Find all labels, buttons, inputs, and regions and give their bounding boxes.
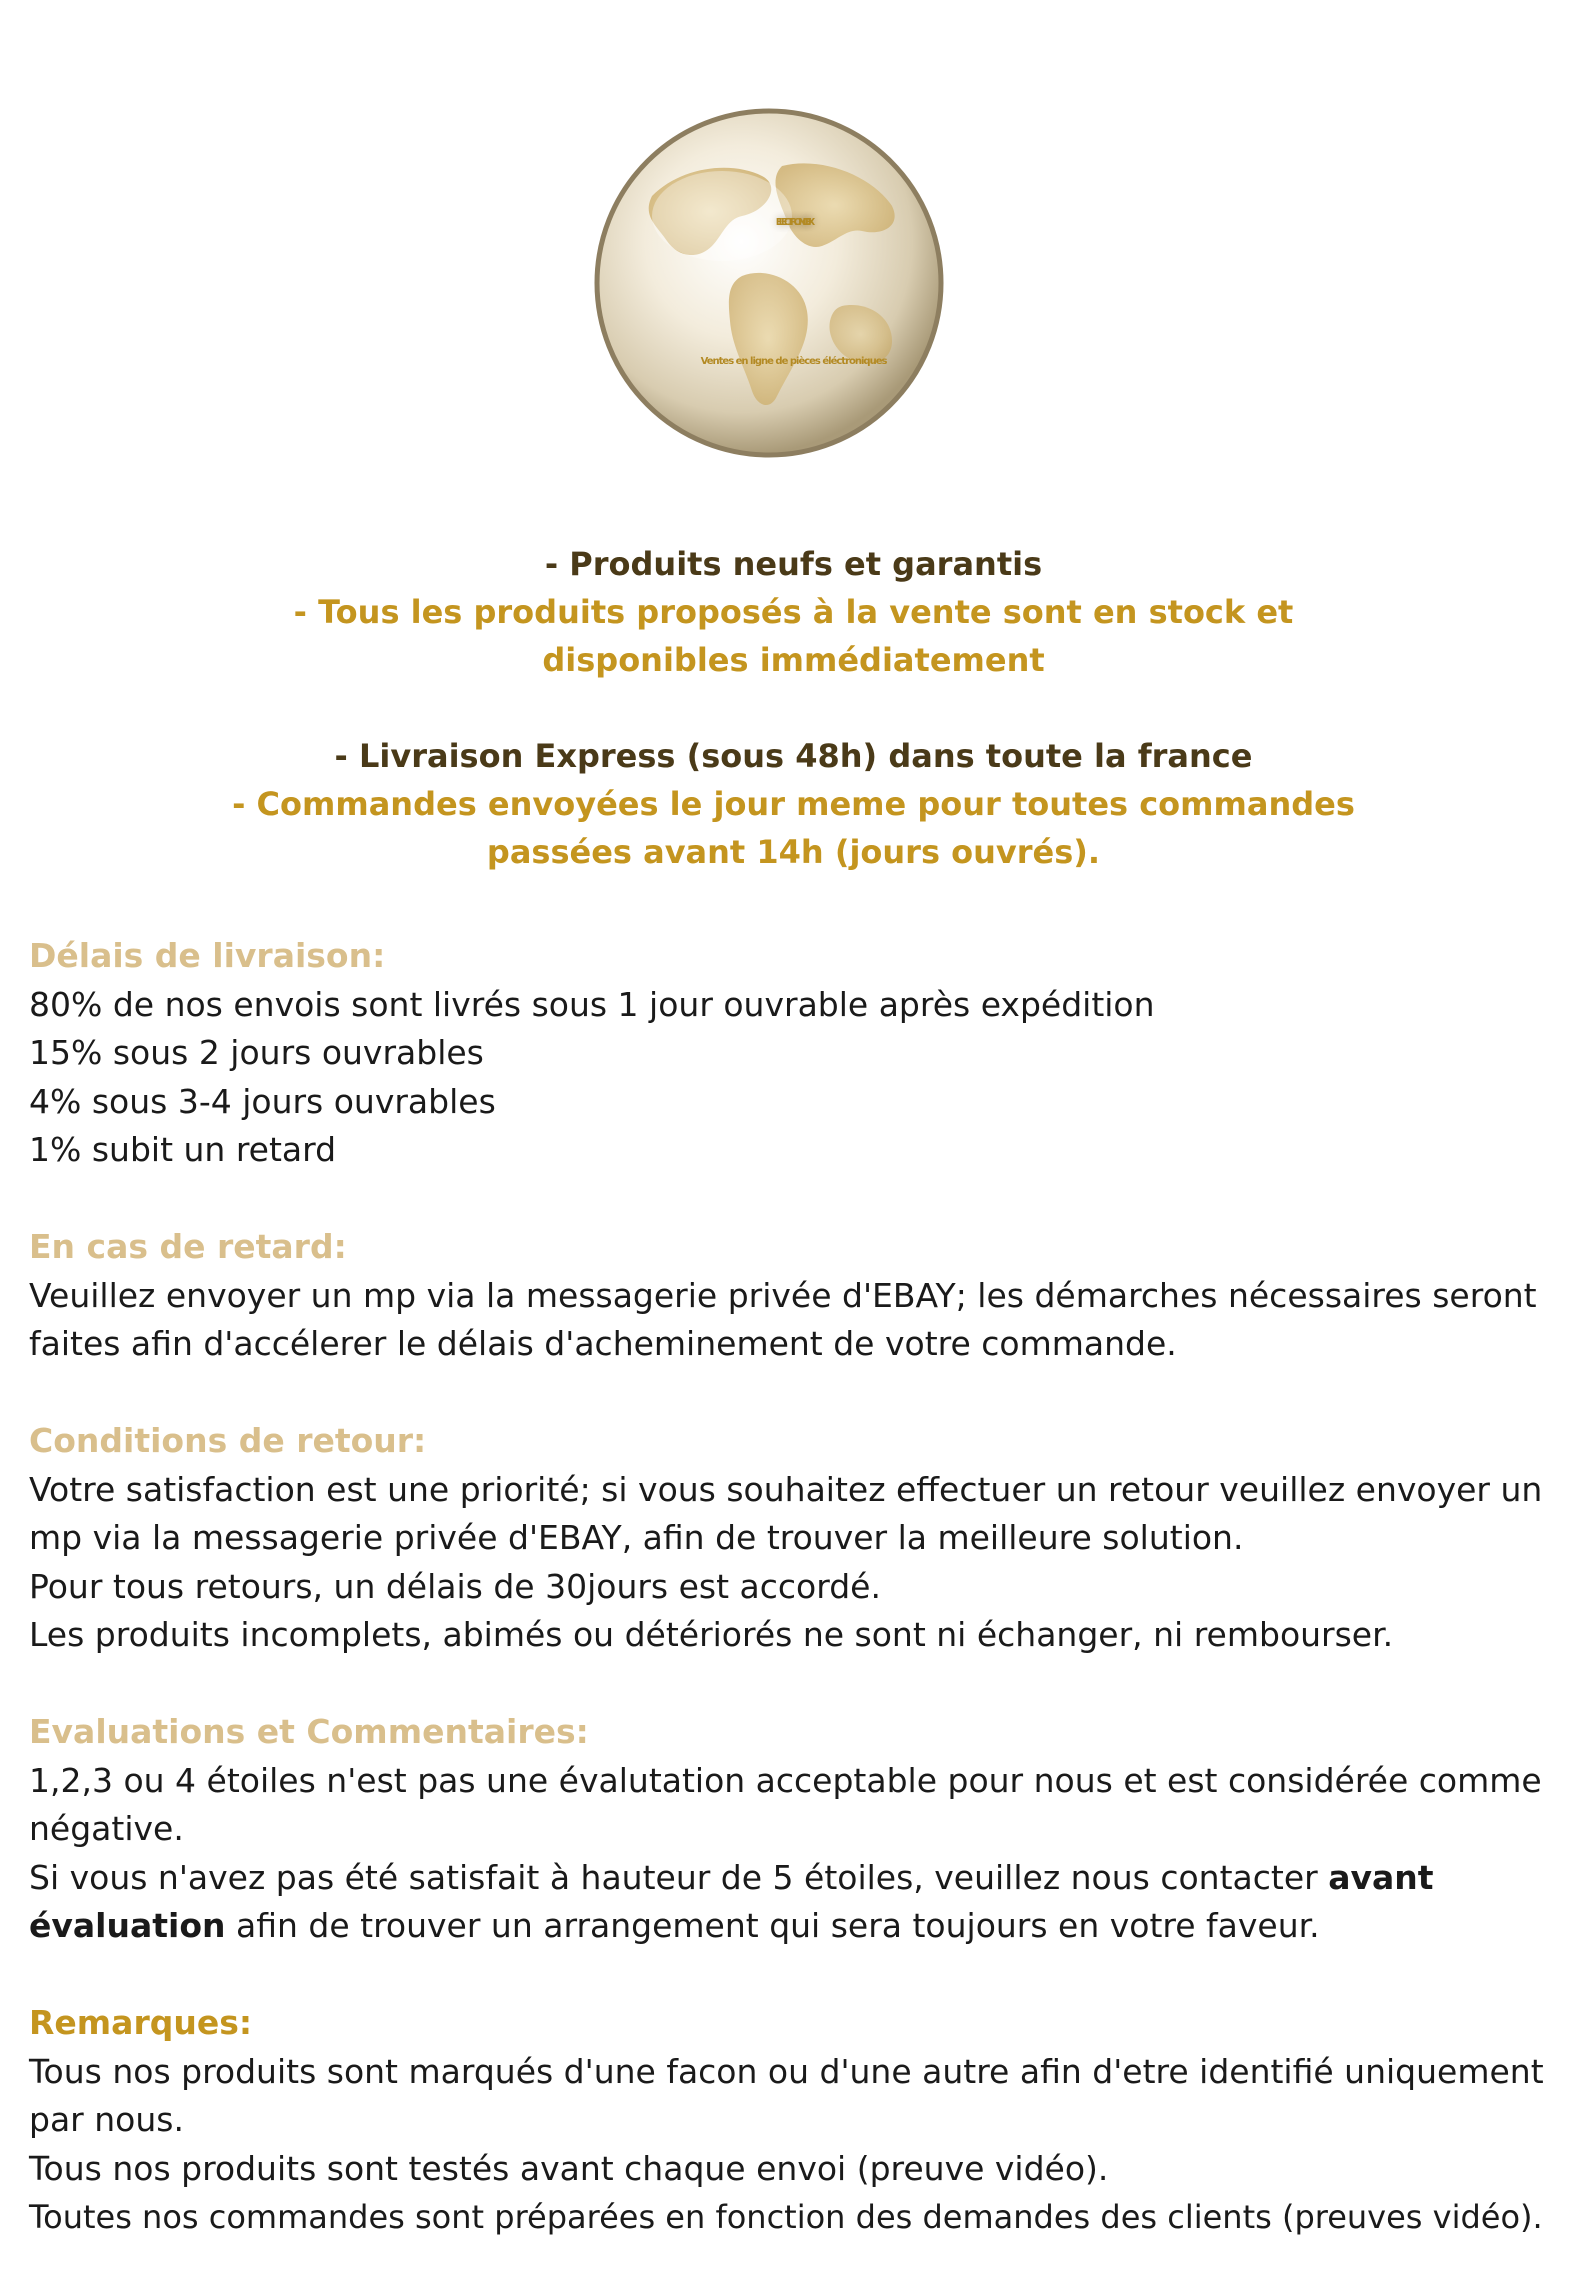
eval-evaluation-bold: évaluation bbox=[29, 1906, 226, 1945]
section-title: En cas de retard: bbox=[29, 1227, 347, 1266]
section-title: Remarques: bbox=[29, 2003, 253, 2042]
section-line: 80% de nos envois sont livrés sous 1 jour ouvrable après expédition bbox=[29, 984, 1155, 1024]
section-line: 1% subit un retard bbox=[29, 1130, 337, 1169]
highlights bbox=[0, 540, 1587, 876]
highlight-livraison-express: - Livraison Express (sous 48h) dans toute la france bbox=[334, 737, 1253, 775]
highlight-produits-neufs: - Produits neufs et garantis bbox=[544, 545, 1043, 583]
section-delais bbox=[29, 932, 1569, 1175]
section-line bbox=[29, 1854, 1569, 1903]
highlight-stock-line1: - Tous les produits proposés à la vente sont en stock et bbox=[293, 593, 1294, 631]
highlight-commandes-line1: - Commandes envoyées le jour meme pour toutes commandes bbox=[232, 785, 1355, 823]
section-line: Toutes nos commandes sont préparées en fonction des demandes des clients (preuves vidéo). bbox=[29, 2198, 1543, 2236]
highlight-stock-line2: disponibles immédiatement bbox=[542, 641, 1045, 679]
section-title: Evaluations et Commentaires: bbox=[29, 1712, 589, 1751]
section-line: mp via la messagerie privée d'EBAY, afin de trouver la meilleure solution. bbox=[29, 1518, 1244, 1557]
section-title: Conditions de retour: bbox=[29, 1421, 427, 1460]
section-evaluations bbox=[29, 1708, 1569, 1951]
section-line: 1,2,3 ou 4 étoiles n'est pas une évalutation acceptable pour nous et est considérée comme bbox=[29, 1760, 1542, 1800]
section-line: Veuillez envoyer un mp via la messagerie privée d'EBAY; les démarches nécessaires seront bbox=[29, 1275, 1537, 1315]
section-line: 4% sous 3-4 jours ouvrables bbox=[29, 1081, 496, 1121]
section-retour bbox=[29, 1417, 1569, 1660]
section-line: faites afin d'accélerer le délais d'acheminement de votre commande. bbox=[29, 1324, 1177, 1363]
section-line: négative. bbox=[29, 1809, 184, 1848]
section-line bbox=[29, 1902, 1569, 1951]
section-remarques bbox=[29, 1999, 1569, 2242]
highlights-spacer bbox=[0, 684, 1587, 732]
section-line: Tous nos produits sont marqués d'une facon ou d'une autre afin d'etre identifié uniquement bbox=[29, 2051, 1544, 2091]
section-line: Les produits incomplets, abimés ou détériorés ne sont ni échanger, ni rembourser. bbox=[29, 1615, 1394, 1654]
section-line: Tous nos produits sont testés avant chaque envoi (preuve vidéo). bbox=[29, 2148, 1109, 2188]
eval-avant-bold: avant bbox=[1328, 1857, 1434, 1897]
section-line: 15% sous 2 jours ouvrables bbox=[29, 1033, 484, 1072]
section-line: par nous. bbox=[29, 2100, 184, 2139]
section-line: Votre satisfaction est une priorité; si vous souhaitez effectuer un retour veuillez envoyer un bbox=[29, 1469, 1543, 1509]
brand-title: ELECTRONIC FIX bbox=[775, 217, 812, 228]
section-line: Pour tous retours, un délais de 30jours est accordé. bbox=[29, 1566, 881, 1606]
eval-line3-text: Si vous n'avez pas été satisfait à hauteur de 5 étoiles, veuillez nous contacter bbox=[29, 1857, 1329, 1897]
brand-tagline: Ventes en ligne de pièces éléctroniques bbox=[700, 356, 887, 367]
highlight-commandes-line2: passées avant 14h (jours ouvrés). bbox=[486, 833, 1101, 871]
section-retard bbox=[29, 1223, 1569, 1369]
eval-line4-text: afin de trouver un arrangement qui sera toujours en votre faveur. bbox=[225, 1906, 1320, 1945]
policy-sections bbox=[29, 932, 1569, 2290]
section-title: Délais de livraison: bbox=[29, 936, 386, 975]
